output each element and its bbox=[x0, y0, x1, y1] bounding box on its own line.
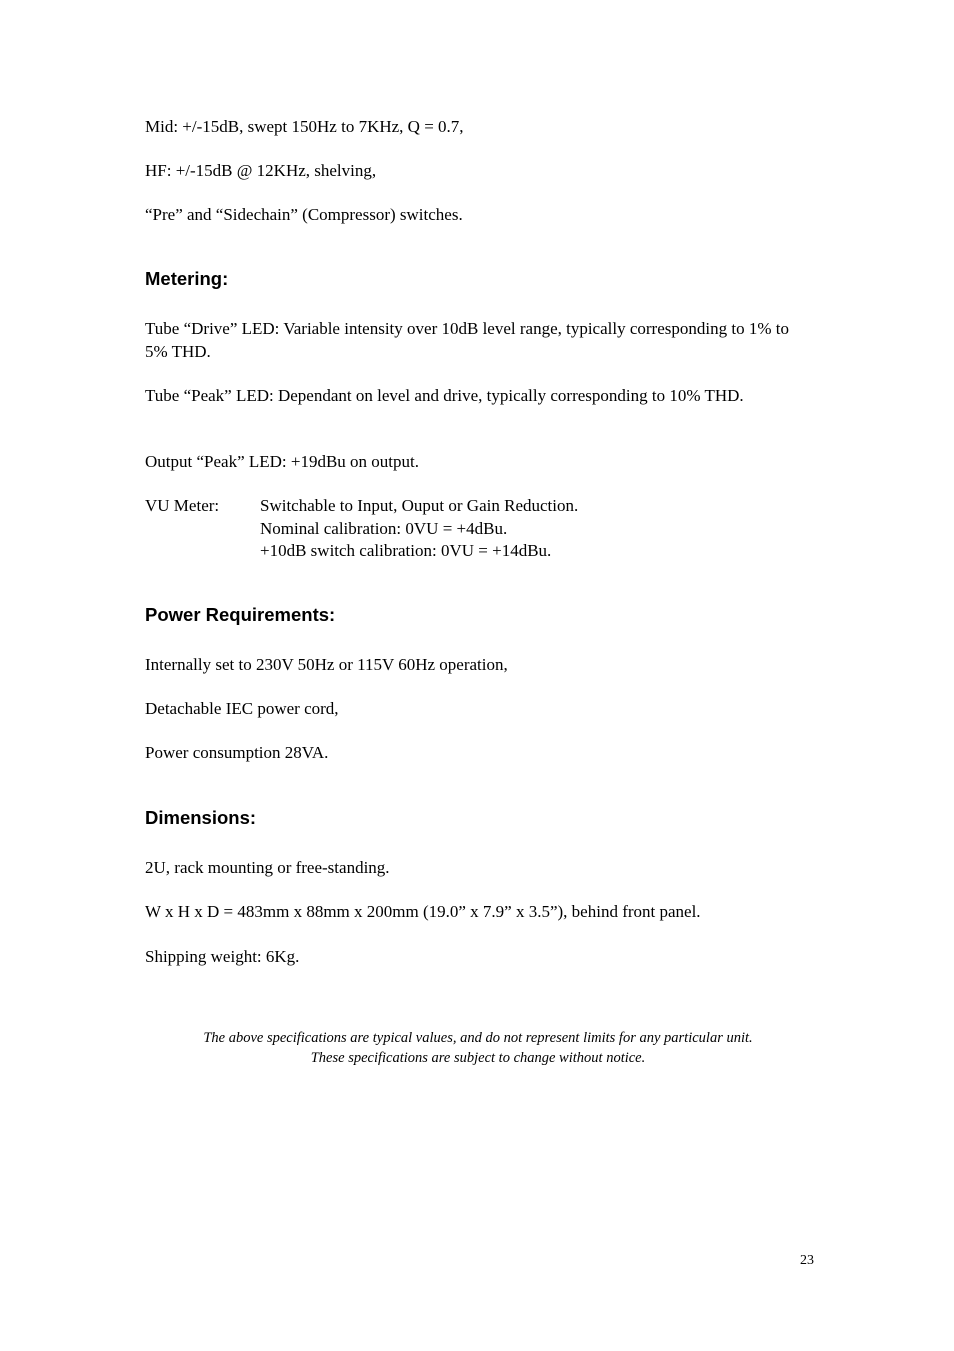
tube-drive-spec: Tube “Drive” LED: Variable intensity over 10dB level range, typically corresponding to 1% to 5% THD. bbox=[145, 319, 789, 361]
eq-switches-spec: “Pre” and “Sidechain” (Compressor) switches. bbox=[145, 205, 463, 224]
vu-meter-details bbox=[260, 495, 578, 563]
vu-meter-label: VU Meter: bbox=[145, 496, 220, 515]
output-peak-spec: Output “Peak” LED: +19dBu on output. bbox=[145, 452, 420, 471]
power-line: Internally set to 230V 50Hz or 115V 60Hz operation, bbox=[145, 655, 508, 674]
vu-meter-spec bbox=[145, 495, 815, 565]
eq-hf-spec: HF: +/-15dB @ 12KHz, shelving, bbox=[145, 161, 377, 180]
footnote-line: These specifications are subject to change without notice. bbox=[310, 1049, 646, 1066]
vu-meter-line: Nominal calibration: 0VU = +4dBu. bbox=[260, 518, 508, 538]
vu-meter-line: Switchable to Input, Ouput or Gain Reduction. bbox=[260, 496, 579, 515]
eq-mid-spec: Mid: +/-15dB, swept 150Hz to 7KHz, Q = 0.7, bbox=[145, 117, 464, 136]
dimensions-line: W x H x D = 483mm x 88mm x 200mm (19.0” x 7.9” x 3.5”), behind front panel. bbox=[145, 902, 701, 921]
metering-heading: Metering: bbox=[145, 268, 229, 289]
vu-meter-line: +10dB switch calibration: 0VU = +14dBu. bbox=[260, 541, 552, 560]
page-number: 23 bbox=[800, 1253, 814, 1268]
footnote-line: The above specifications are typical values, and do not represent limits for any particular unit. bbox=[203, 1030, 753, 1046]
power-heading: Power Requirements: bbox=[145, 604, 336, 625]
tube-peak-spec: Tube “Peak” LED: Dependant on level and drive, typically corresponding to 10% THD. bbox=[145, 386, 744, 405]
dimensions-heading: Dimensions: bbox=[145, 807, 257, 828]
power-line: Detachable IEC power cord, bbox=[145, 699, 339, 718]
dimensions-line: Shipping weight: 6Kg. bbox=[145, 947, 300, 966]
dimensions-line: 2U, rack mounting or free-standing. bbox=[145, 858, 390, 877]
footnote bbox=[145, 1029, 811, 1068]
power-line: Power consumption 28VA. bbox=[145, 743, 329, 762]
